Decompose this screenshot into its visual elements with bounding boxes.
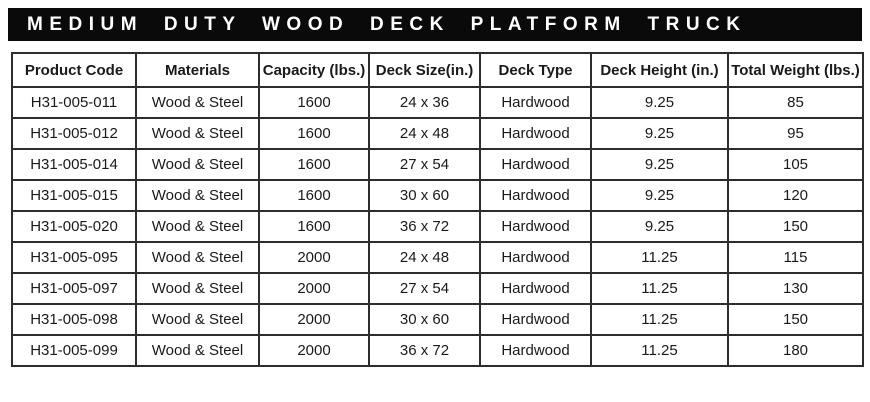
table-cell: Hardwood (480, 87, 591, 118)
table-cell: Hardwood (480, 335, 591, 366)
table-cell: 180 (728, 335, 863, 366)
table-cell: H31-005-020 (12, 211, 136, 242)
column-header: Product Code (12, 53, 136, 87)
table-cell: 36 x 72 (369, 211, 480, 242)
table-cell: 11.25 (591, 335, 728, 366)
table-row (12, 211, 863, 242)
table-cell: 120 (728, 180, 863, 211)
table-cell: 36 x 72 (369, 335, 480, 366)
table-cell: Wood & Steel (136, 242, 259, 273)
table-cell: Wood & Steel (136, 273, 259, 304)
table-cell: 9.25 (591, 211, 728, 242)
table-cell: 1600 (259, 118, 369, 149)
table-cell: 9.25 (591, 149, 728, 180)
table-cell: Hardwood (480, 180, 591, 211)
table-cell: Hardwood (480, 304, 591, 335)
table-cell: 1600 (259, 211, 369, 242)
table-row (12, 273, 863, 304)
column-header: Total Weight (lbs.) (728, 53, 863, 87)
table-cell: 130 (728, 273, 863, 304)
table-cell: 85 (728, 87, 863, 118)
table-cell: 30 x 60 (369, 304, 480, 335)
table-cell: Wood & Steel (136, 118, 259, 149)
table-cell: Wood & Steel (136, 149, 259, 180)
table-cell: H31-005-011 (12, 87, 136, 118)
table-cell: H31-005-095 (12, 242, 136, 273)
table-cell: 24 x 48 (369, 118, 480, 149)
table-row (12, 149, 863, 180)
table-cell: Hardwood (480, 149, 591, 180)
table-cell: 27 x 54 (369, 149, 480, 180)
table-cell: 2000 (259, 242, 369, 273)
column-header: Materials (136, 53, 259, 87)
table-cell: H31-005-099 (12, 335, 136, 366)
table-cell: 27 x 54 (369, 273, 480, 304)
table-cell: Hardwood (480, 242, 591, 273)
table-row (12, 335, 863, 366)
table-cell: H31-005-014 (12, 149, 136, 180)
table-cell: 150 (728, 304, 863, 335)
table-cell: 2000 (259, 304, 369, 335)
table-row (12, 242, 863, 273)
table-body (12, 87, 863, 366)
table-cell: 9.25 (591, 87, 728, 118)
table-cell: 1600 (259, 180, 369, 211)
table-cell: 24 x 36 (369, 87, 480, 118)
table-cell: H31-005-015 (12, 180, 136, 211)
column-header: Deck Height (in.) (591, 53, 728, 87)
table-row (12, 87, 863, 118)
table-cell: H31-005-012 (12, 118, 136, 149)
table-cell: 150 (728, 211, 863, 242)
table-cell: H31-005-097 (12, 273, 136, 304)
section-title-bar (8, 8, 862, 41)
table-cell: Wood & Steel (136, 180, 259, 211)
product-spec-table (11, 52, 864, 367)
table-cell: 1600 (259, 87, 369, 118)
column-header: Deck Size(in.) (369, 53, 480, 87)
section-title: MEDIUM DUTY WOOD DECK PLATFORM TRUCK (27, 14, 747, 35)
table-cell: 2000 (259, 335, 369, 366)
table-cell: 1600 (259, 149, 369, 180)
table-cell: Hardwood (480, 118, 591, 149)
table-cell: Hardwood (480, 211, 591, 242)
table-cell: Wood & Steel (136, 335, 259, 366)
table-cell: 24 x 48 (369, 242, 480, 273)
table-cell: H31-005-098 (12, 304, 136, 335)
column-header: Capacity (lbs.) (259, 53, 369, 87)
table-cell: 9.25 (591, 180, 728, 211)
table-header-row (12, 53, 863, 87)
table-cell: 11.25 (591, 242, 728, 273)
table-header (12, 53, 863, 87)
table-row (12, 118, 863, 149)
table-cell: 2000 (259, 273, 369, 304)
column-header: Deck Type (480, 53, 591, 87)
table-cell: 30 x 60 (369, 180, 480, 211)
table-cell: 11.25 (591, 273, 728, 304)
table-cell: 11.25 (591, 304, 728, 335)
table-cell: 95 (728, 118, 863, 149)
table-cell: Hardwood (480, 273, 591, 304)
table-cell: Wood & Steel (136, 87, 259, 118)
table-cell: Wood & Steel (136, 211, 259, 242)
table-cell: Wood & Steel (136, 304, 259, 335)
table-row (12, 304, 863, 335)
table-cell: 115 (728, 242, 863, 273)
table-row (12, 180, 863, 211)
table-cell: 9.25 (591, 118, 728, 149)
table-cell: 105 (728, 149, 863, 180)
